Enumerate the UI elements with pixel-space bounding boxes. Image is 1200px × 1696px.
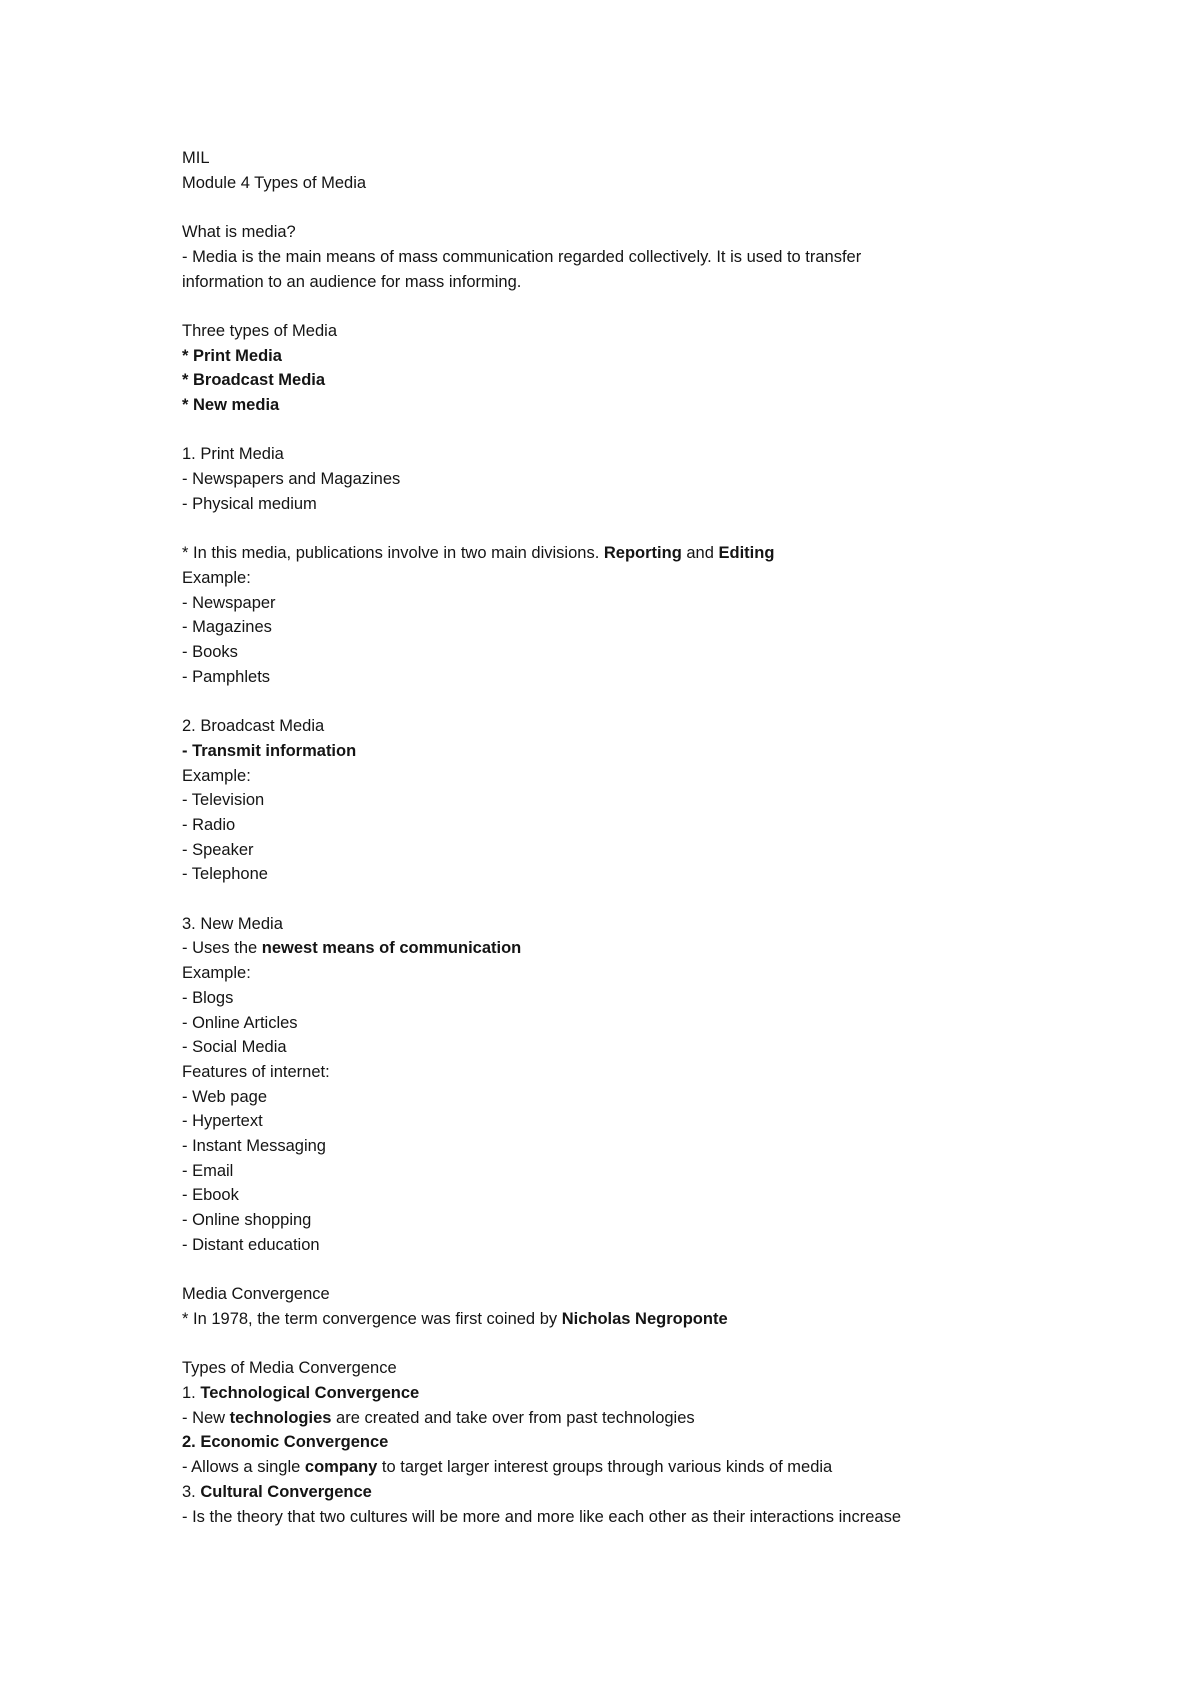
cultural-convergence-desc: - Is the theory that two cultures will be more and more like each other as their interactions increase xyxy=(182,1507,902,1526)
spacer xyxy=(182,1332,1082,1357)
media-definition: - Media is the main means of mass communication regarded collectively. It is used to transfer information to an audience for mass informing. xyxy=(182,247,862,291)
economic-convergence-title: 2. Economic Convergence xyxy=(182,1433,389,1452)
intro-question: What is media? xyxy=(182,223,296,242)
list-item: - Telephone xyxy=(182,865,268,884)
spacer xyxy=(182,1258,1082,1283)
list-item: - Instant Messaging xyxy=(182,1137,326,1156)
subject-title: MIL xyxy=(182,149,210,167)
spacer xyxy=(182,887,1082,912)
list-item: - Email xyxy=(182,1161,234,1180)
spacer xyxy=(182,195,1082,220)
convergence-note: * In 1978, the term convergence was first coined by Nicholas Negroponte xyxy=(182,1309,728,1328)
print-media-note: * In this media, publications involve in two main divisions. Reporting and Editing xyxy=(182,544,775,563)
list-item: - Hypertext xyxy=(182,1112,263,1131)
features-label: Features of internet: xyxy=(182,1062,330,1081)
cultural-convergence-title: 3. Cultural Convergence xyxy=(182,1482,372,1501)
list-item: - Books xyxy=(182,643,238,661)
list-item: - Blogs xyxy=(182,988,234,1007)
list-item: - Newspaper xyxy=(182,593,276,612)
example-label: Example: xyxy=(182,568,251,587)
list-item: - Social Media xyxy=(182,1038,287,1057)
spacer xyxy=(182,517,1082,542)
new-media-point: - Uses the newest means of communication xyxy=(182,939,522,958)
example-label: Example: xyxy=(182,766,251,785)
type-item: * Broadcast Media xyxy=(182,371,326,390)
list-item: - Pamphlets xyxy=(182,667,271,686)
document-page xyxy=(182,146,1082,1529)
list-item: - Distant education xyxy=(182,1235,320,1254)
list-item: - Physical medium xyxy=(182,494,317,513)
types-heading: Three types of Media xyxy=(182,321,337,340)
print-media-heading: 1. Print Media xyxy=(182,445,284,464)
list-item: - Online Articles xyxy=(182,1013,298,1032)
list-item: - Television xyxy=(182,791,265,810)
technological-convergence-desc: - New technologies are created and take over from past technologies xyxy=(182,1408,695,1427)
list-item: - Newspapers and Magazines xyxy=(182,470,401,489)
technological-convergence-title: 1. Technological Convergence xyxy=(182,1384,420,1403)
spacer xyxy=(182,689,1082,714)
list-item: - Ebook xyxy=(182,1186,239,1205)
type-item: * New media xyxy=(182,396,280,414)
list-item: - Radio xyxy=(182,815,236,834)
list-item: - Speaker xyxy=(182,840,254,859)
broadcast-media-heading: 2. Broadcast Media xyxy=(182,717,325,736)
convergence-types-heading: Types of Media Convergence xyxy=(182,1359,397,1378)
broadcast-point: - Transmit information xyxy=(182,741,357,760)
list-item: - Magazines xyxy=(182,618,272,637)
spacer xyxy=(182,294,1082,319)
convergence-heading: Media Convergence xyxy=(182,1285,330,1304)
list-item: - Online shopping xyxy=(182,1211,312,1230)
economic-convergence-desc: - Allows a single company to target larger interest groups through various kinds of media xyxy=(182,1458,833,1477)
example-label: Example: xyxy=(182,964,251,983)
list-item: - Web page xyxy=(182,1087,267,1106)
new-media-heading: 3. New Media xyxy=(182,914,283,933)
module-title: Module 4 Types of Media xyxy=(182,173,367,192)
type-item: * Print Media xyxy=(182,346,282,365)
spacer xyxy=(182,418,1082,443)
